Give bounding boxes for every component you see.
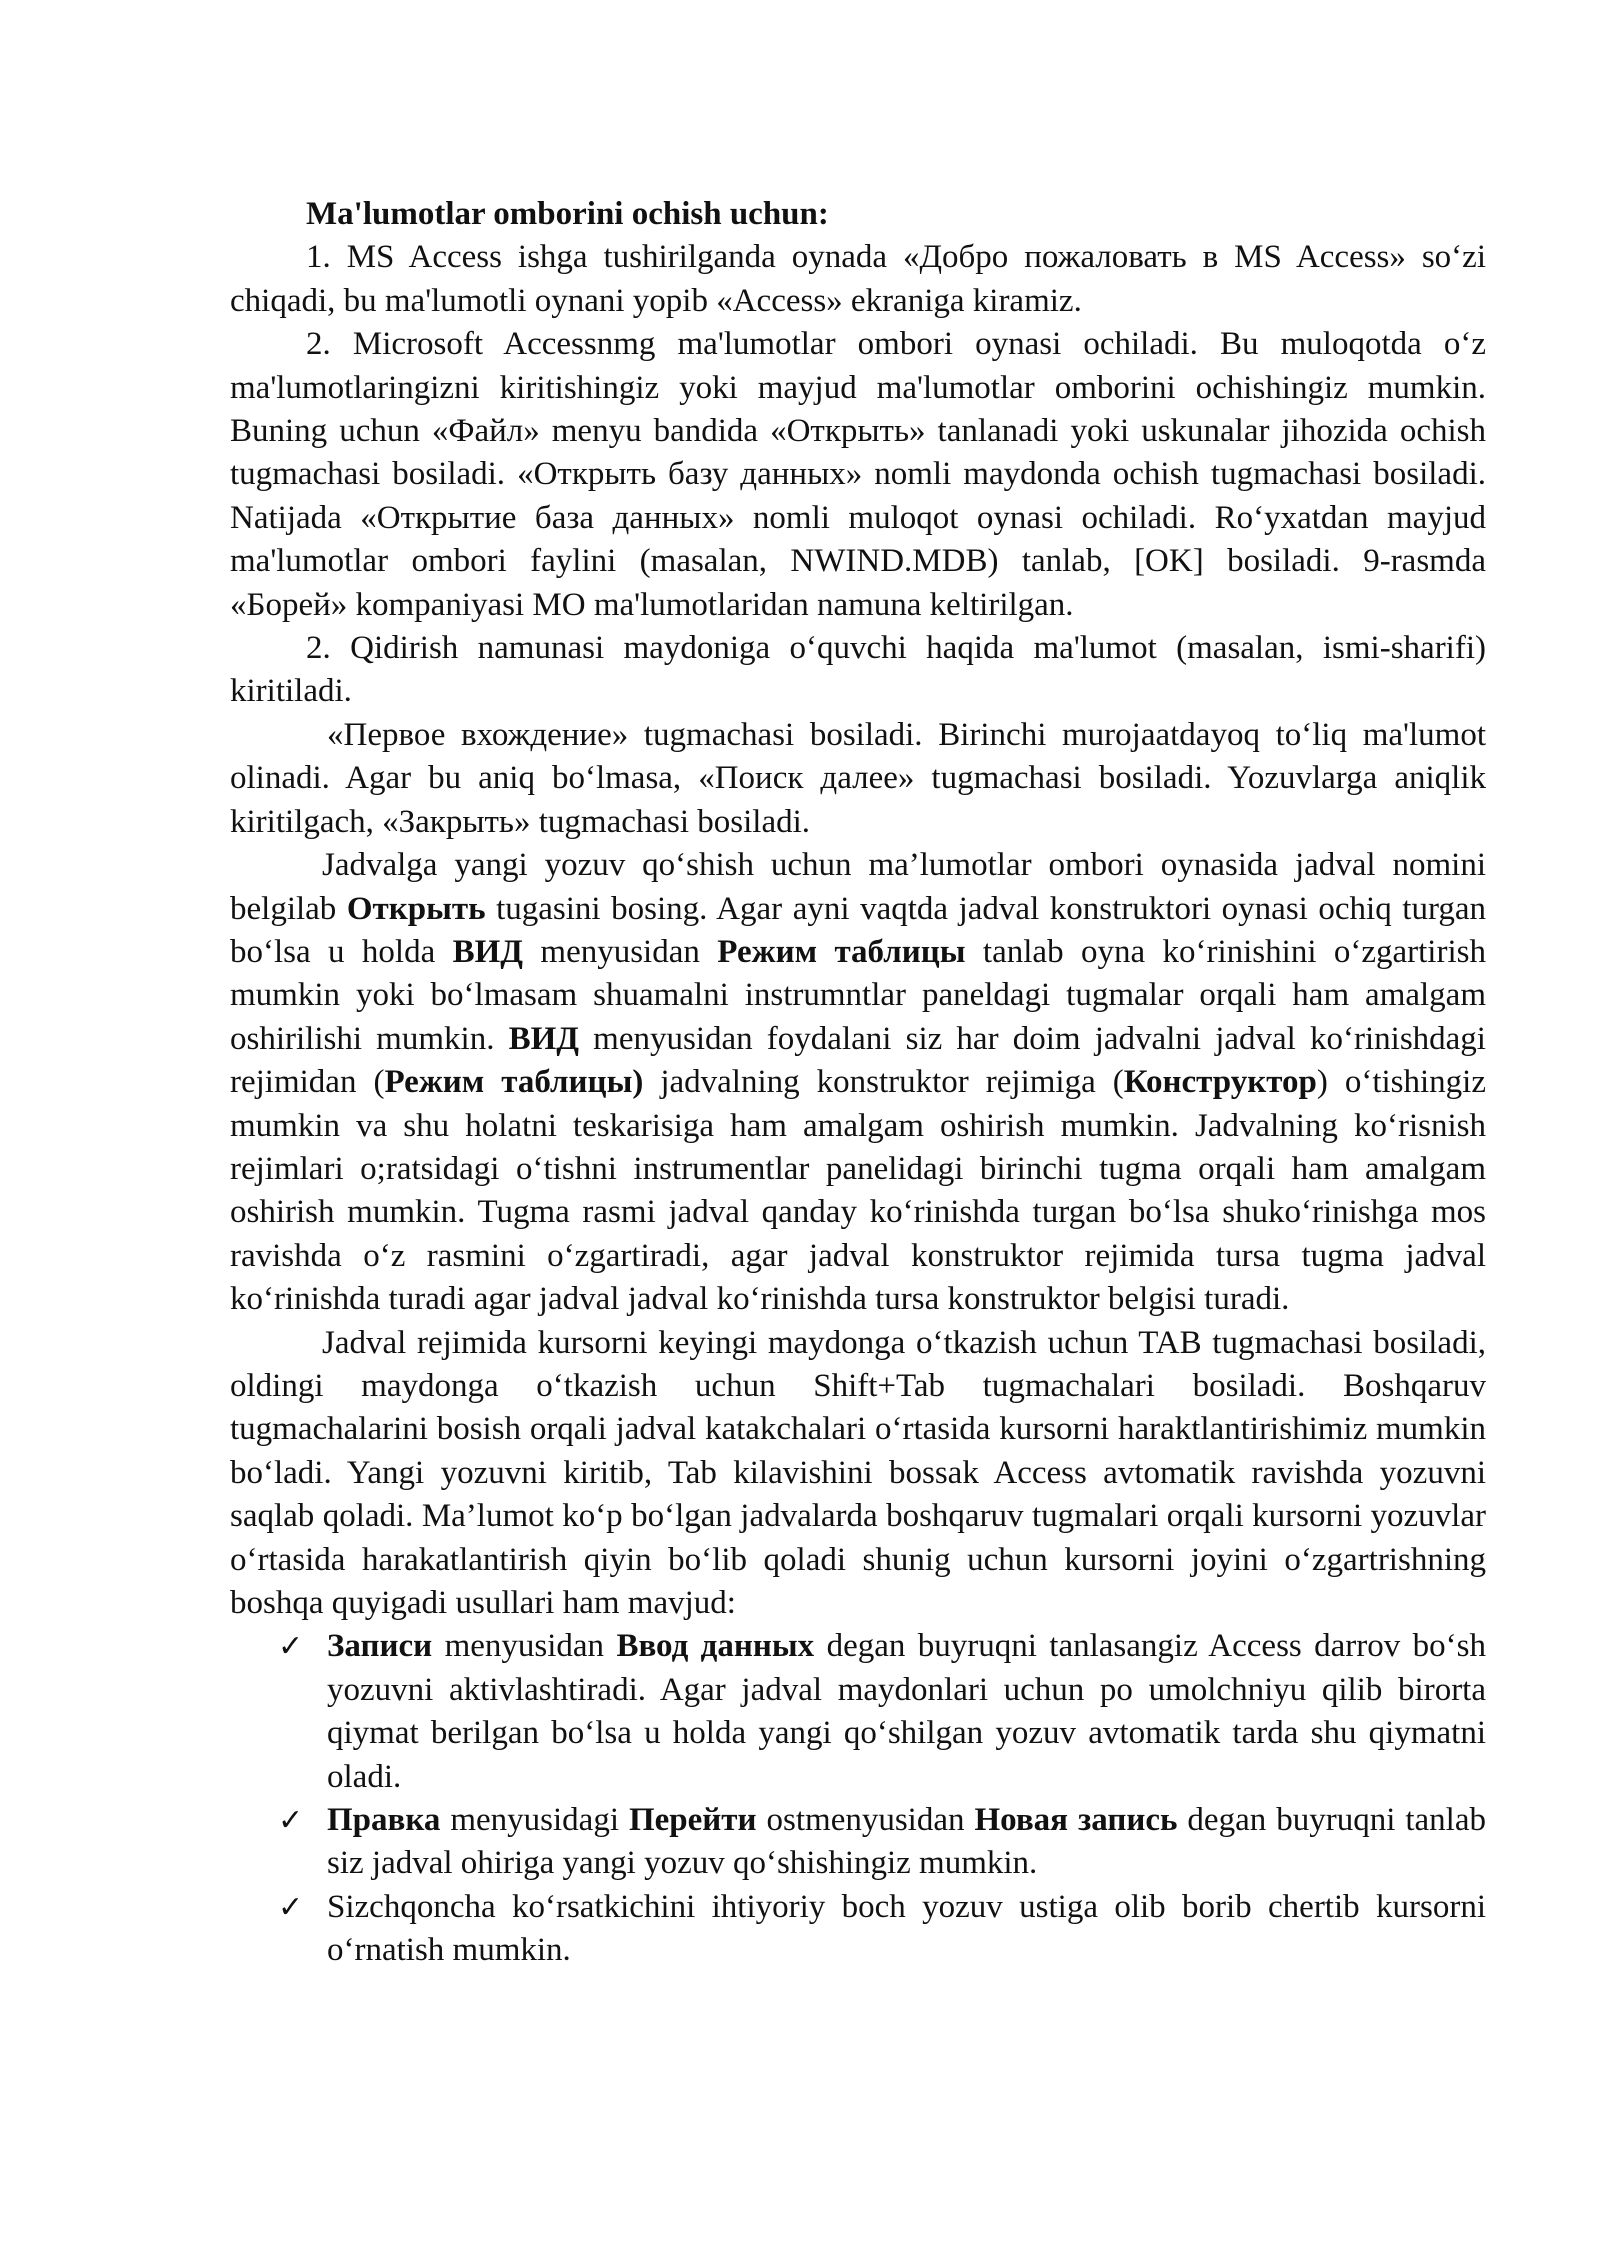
bold-term: Записи [327,1628,433,1665]
paragraph-4: «Первое вхождение» tugmachasi bosiladi. Birinchi murojaatdayoq to‘liq ma'lumot olinadi. Agar bu aniq bo‘lmasa, «Поиск далее» tugmachasi bosiladi. Yozuvlarga aniqlik kiritilgach, «Закрыть» tugmachasi bosiladi. [230,716,1486,840]
bold-term: Конструктор [1123,1064,1317,1101]
section-heading: Ma'lumotlar omborini ochish uchun: [306,196,829,232]
checklist [230,1625,1486,1972]
checkmark-icon: ✓ [278,1889,304,1925]
bold-term: Открыть [346,890,486,927]
bold-term: Ввод данных [616,1628,815,1665]
paragraph-6: Jadval rejimida kursorni keyingi maydonga o‘tkazish uchun TAB tugmachasi bosiladi, oldingi maydonga o‘tkazish uchun Shift+Tab tugmachalari bosiladi. Boshqaruv tugmachalarini bosish orqali jadval katakchalari o‘rtasida kursorni haraktlantirishimiz mumkin bo‘ladi. Yangi yozuvni kiritib, Tab kilavishini bossak Access avtomatik ravishda yozuvni saqlab qoladi. Ma’lumot ko‘p bo‘lgan jadvalarda boshqaruv tugmalari orqali kursorni yozuvlar o‘rtasida harakatlantirish qiyin bo‘lib qoladi shunig uchun kursorni joyini o‘zgartrishning boshqa quyigadi usullari ham mavjud: [230,1324,1486,1621]
bold-term: ВИД [452,933,524,970]
bold-term: Перейти [628,1802,757,1839]
paragraph-3: 2. Qidirish namunasi maydoniga o‘quvchi haqida ma'lumot (masalan, ismi-sharifi) kiritiladi. [230,630,1486,710]
bold-term: Новая запись [974,1802,1178,1839]
paragraph-5: Jadvalga yangi yozuv qo‘shish uchun ma’lumotlar ombori oynasida jadval nomini belgilab Открыть tugasini bosing. Agar ayni vaqtda jadval konstruktori oynasi ochiq turgan bo‘lsa u holda ВИД menyusidan Режим таблицы tanlab oyna ko‘rinishini o‘zgartirish mumkin yoki bo‘lmasam shuamalni instrumntlar paneldagi tugmalar orqali ham amalgam oshirilishi mumkin. ВИД menyusidan foydalani siz har doim jadvalni jadval ko‘rinishdagi rejimidan (Режим таблицы) jadvalning konstruktor rejimiga (Конструктор) o‘tishingiz mumkin va shu holatni teskarisiga ham amalgam oshirish mumkin. Jadvalning ko‘risnish rejimlari o;ratsidagi o‘tishni instrumentlar panelidagi birinchi tugma orqali ham amalgam oshirish mumkin. Tugma rasmi jadval qanday ko‘rinishda turgan bo‘lsa shuko‘rinishga mos ravishda o‘z rasmini o‘zgartiradi, agar jadval konstruktor rejimida tursa tugma jadval ko‘rinishda turadi agar jadval jadval ko‘rinishda tursa konstruktor belgisi turadi. [230,847,1486,1318]
checklist-item: ✓ Sizchqoncha ko‘rsatkichini ihtiyoriy boch yozuv ustiga olib borib chertib kursorni o‘rnatish mumkin. [230,1886,1486,1973]
bold-term: Режим таблицы [717,933,966,970]
checkmark-icon: ✓ [278,1803,304,1839]
bold-term: Режим таблицы) [384,1064,644,1101]
bold-term: Правка [327,1802,441,1839]
paragraph-2: 2. Microsoft Accessnmg ma'lumotlar ombori oynasi ochiladi. Bu muloqotda o‘z ma'lumotlaringizni kiritishingiz yoki mayjud ma'lumotlar omborini ochishingiz mumkin. Buning uchun «Файл» menyu bandida «Открыть» tanlanadi yoki uskunalar jihozida ochish tugmachasi bosiladi. «Открыть базу данных» nomli maydonda ochish tugmachasi bosiladi. Natijada «Открытие база данных» nomli muloqot oynasi ochiladi. Ro‘yxatdan mayjud ma'lumotlar ombori faylini (masalan, NWIND.MDB) tanlab, [OK] bosiladi. 9-rasmda «Борей» kompaniyasi MO ma'lumotlaridan namuna keltirilgan. [230,326,1486,623]
checklist-item: ✓ Записи menyusidan Ввод данных degan buyruqni tanlasangiz Access darrov bo‘sh yozuvni aktivlashtiradi. Agar jadval maydonlari uchun po umolchniyu qilib birorta qiymat berilgan bo‘lsa u holda yangi qo‘shilgan yozuv avtomatik tarda shu qiymatni oladi. [230,1625,1486,1799]
checkmark-icon: ✓ [278,1629,304,1665]
checklist-item: ✓ Правка menyusidagi Перейти ostmenyusidan Новая запись degan buyruqni tanlab siz jadval ohiriga yangi yozuv qo‘shishingiz mumkin. [230,1799,1486,1886]
document-body [230,193,1486,1973]
paragraph-1: 1. MS Access ishga tushirilganda oynada «Добро пожаловать в MS Access» so‘zi chiqadi, bu ma'lumotli oynani yopib «Access» ekraniga kiramiz. [230,239,1486,319]
bold-term: ВИД [508,1020,579,1057]
